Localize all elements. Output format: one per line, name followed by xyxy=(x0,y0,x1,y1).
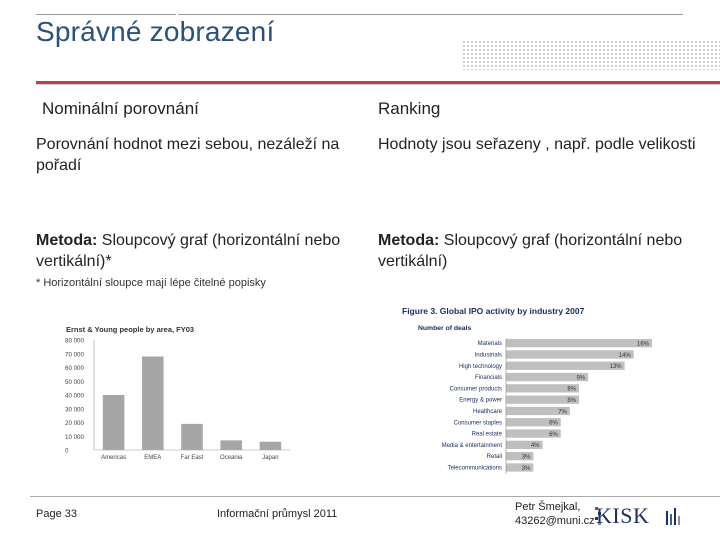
data-label: 13% xyxy=(609,364,622,371)
decorative-dot-pattern xyxy=(462,40,720,70)
right-description: Hodnoty jsou seřazeny , např. podle velikosti xyxy=(378,136,696,153)
page-number: Page 33 xyxy=(36,508,77,520)
bar xyxy=(103,395,125,450)
chart-subtitle: Number of deals xyxy=(418,325,472,332)
data-label: 6% xyxy=(549,420,558,427)
data-label: 3% xyxy=(521,454,531,461)
category-label: Real estate xyxy=(471,431,502,438)
y-tick-label: 20 000 xyxy=(65,420,84,427)
y-tick-label: 80 000 xyxy=(65,337,84,345)
y-tick-label: 50 000 xyxy=(65,378,84,386)
category-label: Healthcare xyxy=(472,409,502,415)
x-tick-label: Oceania xyxy=(220,455,243,461)
footnote: * Horizontální sloupce mají lépe čitelné popisky xyxy=(36,277,266,289)
x-tick-label: Americas xyxy=(101,455,127,461)
category-label: Energy & power xyxy=(459,397,502,404)
category-label: Consumer staples xyxy=(453,420,502,427)
category-label: Financials xyxy=(474,375,502,382)
y-tick-label: 40 000 xyxy=(65,392,84,400)
category-label: High technology xyxy=(458,363,502,370)
vertical-bar-chart xyxy=(64,320,296,470)
logo-stripes-icon xyxy=(664,505,686,527)
data-label: 8% xyxy=(567,386,576,393)
left-column-heading: Nominální porovnání xyxy=(42,99,199,118)
bar xyxy=(142,357,164,451)
right-column-heading: Ranking xyxy=(378,99,441,118)
data-label: 6% xyxy=(549,431,558,438)
category-label: Materials xyxy=(477,341,502,348)
bar xyxy=(220,440,242,450)
kisk-logo: KISK xyxy=(596,503,650,528)
category-label: Retail xyxy=(486,454,502,461)
bar xyxy=(506,362,625,370)
course-name: Informační průmysl 2011 xyxy=(217,508,338,520)
data-label: 8% xyxy=(567,398,576,404)
bar xyxy=(260,442,282,450)
horizontal-bar-chart xyxy=(398,300,660,485)
chart-title: Ernst & Young people by area, FY03 xyxy=(66,325,195,334)
bar xyxy=(506,350,634,358)
left-description: Porovnání hodnot mezi sebou, nezáleží na pořadí xyxy=(36,136,340,174)
footer-rule xyxy=(30,496,720,497)
slide-title: Správné zobrazení xyxy=(36,16,275,47)
y-tick-label: 10 000 xyxy=(65,433,84,441)
y-tick-label: 0 xyxy=(65,447,69,455)
left-method xyxy=(36,230,366,272)
data-label: 16% xyxy=(636,341,649,348)
data-label: 4% xyxy=(530,443,540,450)
top-rule xyxy=(178,14,683,15)
category-label: Media & entertainment xyxy=(441,442,502,449)
data-label: 9% xyxy=(576,375,586,382)
bar xyxy=(506,339,652,347)
data-label: 14% xyxy=(618,352,631,359)
y-tick-label: 70 000 xyxy=(65,351,84,359)
y-tick-label: 60 000 xyxy=(65,365,84,372)
top-rule-left xyxy=(36,14,176,15)
bar xyxy=(181,424,203,450)
category-label: Telecommunications xyxy=(447,465,502,472)
data-label: 3% xyxy=(521,465,531,472)
author-email: 43262@muni.cz xyxy=(515,515,595,527)
x-tick-label: Far East xyxy=(180,455,204,461)
right-method-text: Sloupcový graf (horizontální nebo vertikální) xyxy=(378,232,683,270)
left-method-label: Metoda: xyxy=(36,232,98,249)
x-tick-label: Japan xyxy=(262,455,279,461)
title-underline xyxy=(36,84,720,85)
author-name: Petr Šmejkal, xyxy=(515,501,581,513)
chart-title: Figure 3. Global IPO activity by industry 2007 xyxy=(402,306,585,316)
category-label: Consumer products xyxy=(449,386,502,393)
x-tick-label: EMEA xyxy=(144,455,162,461)
data-label: 7% xyxy=(558,409,567,416)
category-label: Industrials xyxy=(474,352,502,359)
right-method-label: Metoda: xyxy=(378,232,440,249)
right-method xyxy=(378,230,698,272)
y-tick-label: 30 000 xyxy=(65,406,84,414)
left-method-text: Sloupcový graf (horizontální nebo vertikální)* xyxy=(36,232,341,270)
